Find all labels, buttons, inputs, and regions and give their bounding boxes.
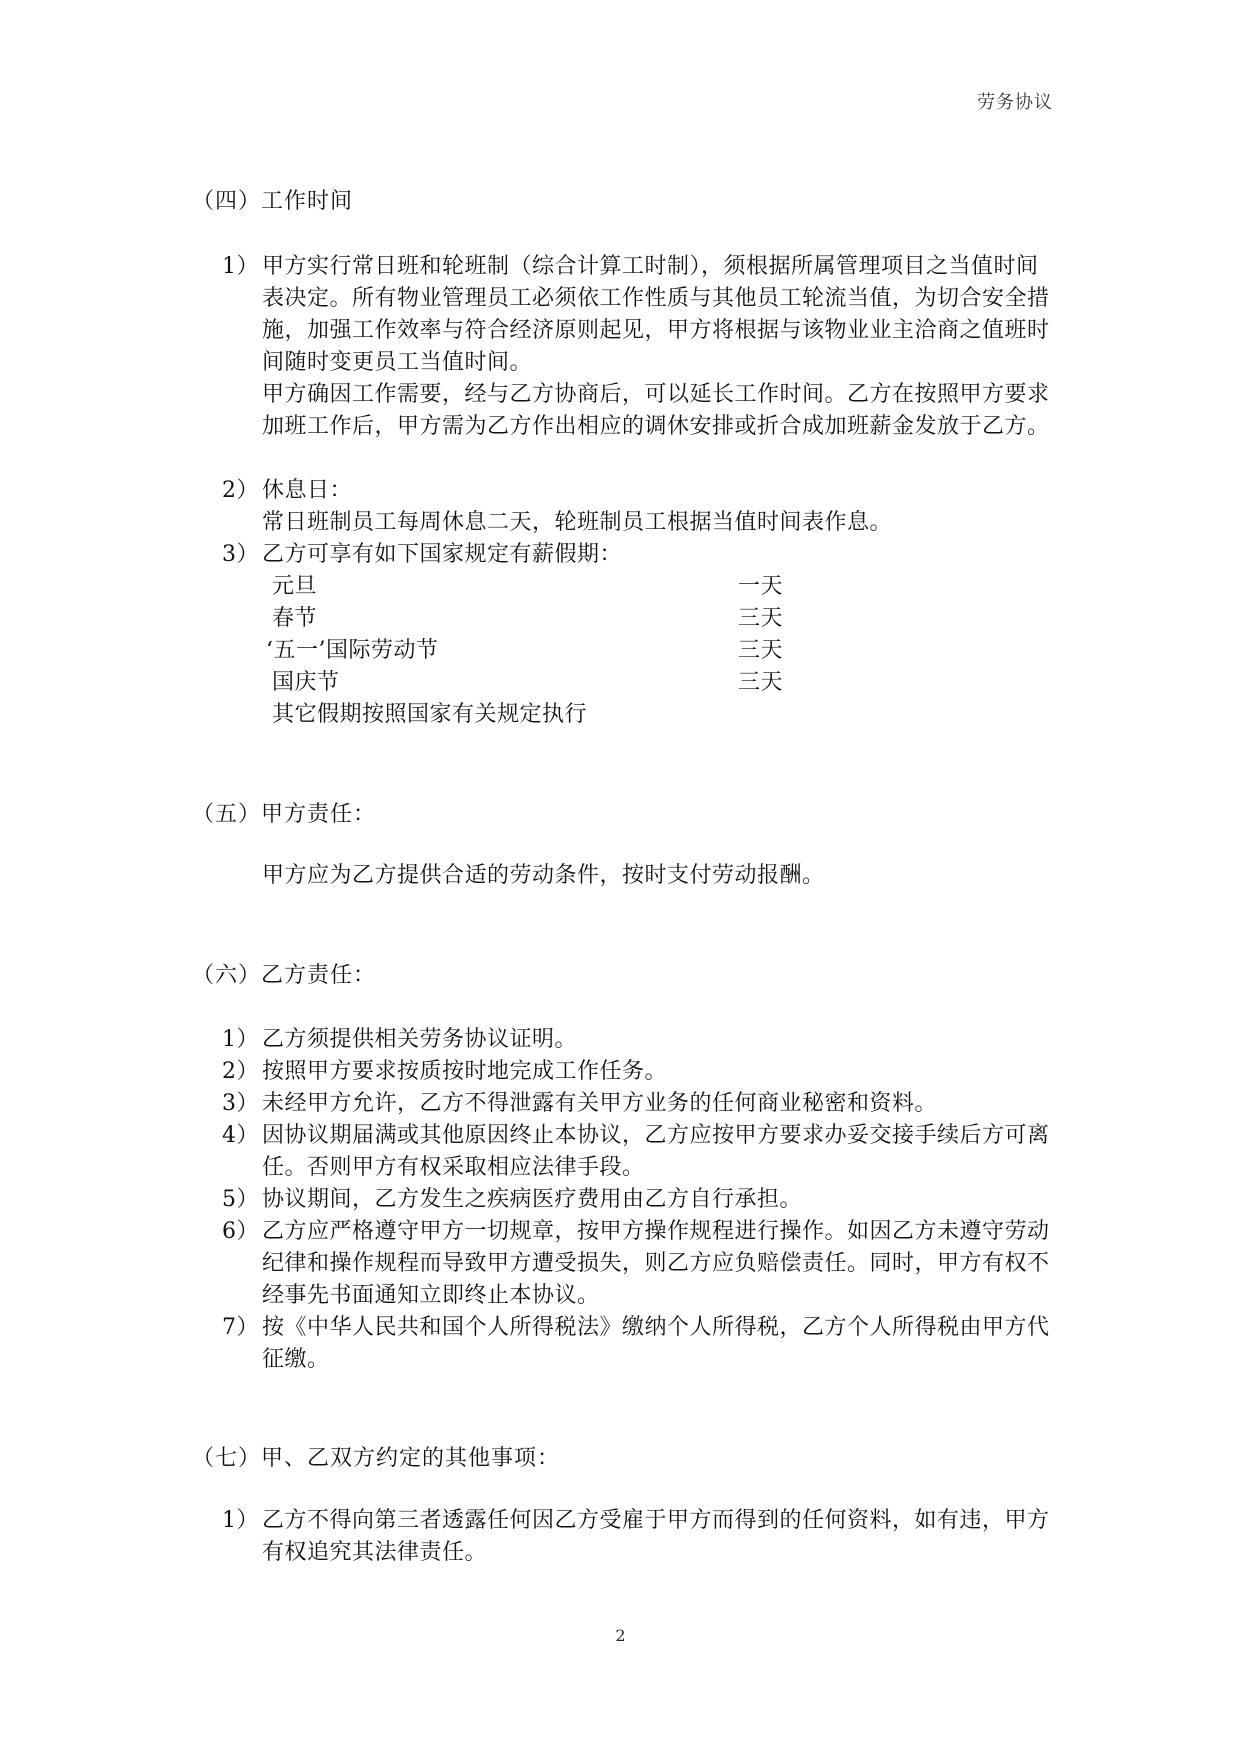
holiday-row [272,667,832,699]
item-number: 3） [222,542,259,567]
section-4-item-1 [222,251,1052,379]
item-number: 1） [222,1027,259,1052]
section-6-item-6 [222,1216,1052,1312]
page-number: 2 [615,1626,626,1645]
section-7-item-1 [222,1505,1052,1569]
section-6-item-1 [222,1024,1052,1056]
holiday-days: 三天 [738,638,784,663]
section-6-item-7 [222,1312,1052,1376]
item-text: 甲方实行常日班和轮班制（综合计算工时制），须根据所属管理项目之当值时间表决定。所有物业管理员工必须依工作性质与其他员工轮流当值，为切合安全措施，加强工作效率与符合经济原则起见，甲方将根据与该物业业主洽商之值班时间随时变更员工当值时间。 [262,254,1050,375]
item-text: 未经甲方允许，乙方不得泄露有关甲方业务的任何商业秘密和资料。 [262,1091,938,1116]
item-number: 1） [222,254,259,279]
item-text: 休息日： [262,478,353,503]
item-text: 乙方应严格遵守甲方一切规章，按甲方操作规程进行操作。如因乙方未遵守劳动纪律和操作规程而导致甲方遭受损失，则乙方应负赔偿责任。同时，甲方有权不经事先书面通知立即终止本协议。 [262,1219,1050,1308]
section-4-title: （四）工作时间 [192,189,354,214]
holiday-name: 国庆节 [272,670,340,695]
page-header: 劳务协议 [977,92,1053,113]
holiday-row [272,571,832,603]
item-number: 6） [222,1219,259,1244]
holiday-name: ‘五一’国际劳动节 [266,638,439,663]
item-number: 1） [222,1508,259,1533]
holiday-days: 三天 [738,606,784,631]
item-number: 5） [222,1187,259,1212]
holiday-row [272,603,832,635]
item-number: 3） [222,1091,259,1116]
section-4-item-2 [222,475,1052,507]
other-holidays-text: 其它假期按照国家有关规定执行 [272,702,588,727]
section-5-title: （五）甲方责任： [192,802,377,827]
item-text: 因协议期届满或其他原因终止本协议，乙方应按甲方要求办妥交接手续后方可离任。否则甲方有权采取相应法律手段。 [262,1123,1050,1180]
section-5-text: 甲方应为乙方提供合适的劳动条件，按时支付劳动报酬。 [262,863,825,888]
item-text: 协议期间，乙方发生之疾病医疗费用由乙方自行承担。 [262,1187,803,1212]
item-text: 乙方须提供相关劳务协议证明。 [262,1027,578,1052]
section-4-item-1-continued: 甲方确因工作需要，经与乙方协商后，可以延长工作时间。乙方在按照甲方要求加班工作后，甲方需为乙方作出相应的调休安排或折合成加班薪金发放于乙方。 [262,382,1050,439]
holiday-name: 春节 [272,606,318,631]
section-4-item-3 [222,539,1052,571]
item-text: 乙方可享有如下国家规定有薪假期： [262,542,623,567]
section-6-item-4 [222,1120,1052,1184]
holiday-days: 三天 [738,670,784,695]
holiday-name: 元旦 [272,574,318,599]
item-number: 2） [222,1059,259,1084]
item-text: 按照甲方要求按质按时地完成工作任务。 [262,1059,668,1084]
section-6-item-5 [222,1184,1052,1216]
other-holidays-note [272,699,832,731]
item-text: 乙方不得向第三者透露任何因乙方受雇于甲方而得到的任何资料，如有违，甲方有权追究其法律责任。 [262,1508,1050,1565]
section-6-item-2 [222,1056,1052,1088]
item-text: 按《中华人民共和国个人所得税法》缴纳个人所得税，乙方个人所得税由甲方代征缴。 [262,1315,1050,1372]
section-6-title: （六）乙方责任： [192,963,377,988]
holiday-days: 一天 [738,574,784,599]
item-number: 2） [222,478,259,503]
item-number: 4） [222,1123,259,1148]
section-4-item-2-detail: 常日班制员工每周休息二天，轮班制员工根据当值时间表作息。 [262,510,893,535]
section-7-title: （七）甲、乙双方约定的其他事项： [192,1446,561,1471]
item-number: 7） [222,1315,259,1340]
section-6-item-3 [222,1088,1052,1120]
holiday-row [266,635,832,667]
